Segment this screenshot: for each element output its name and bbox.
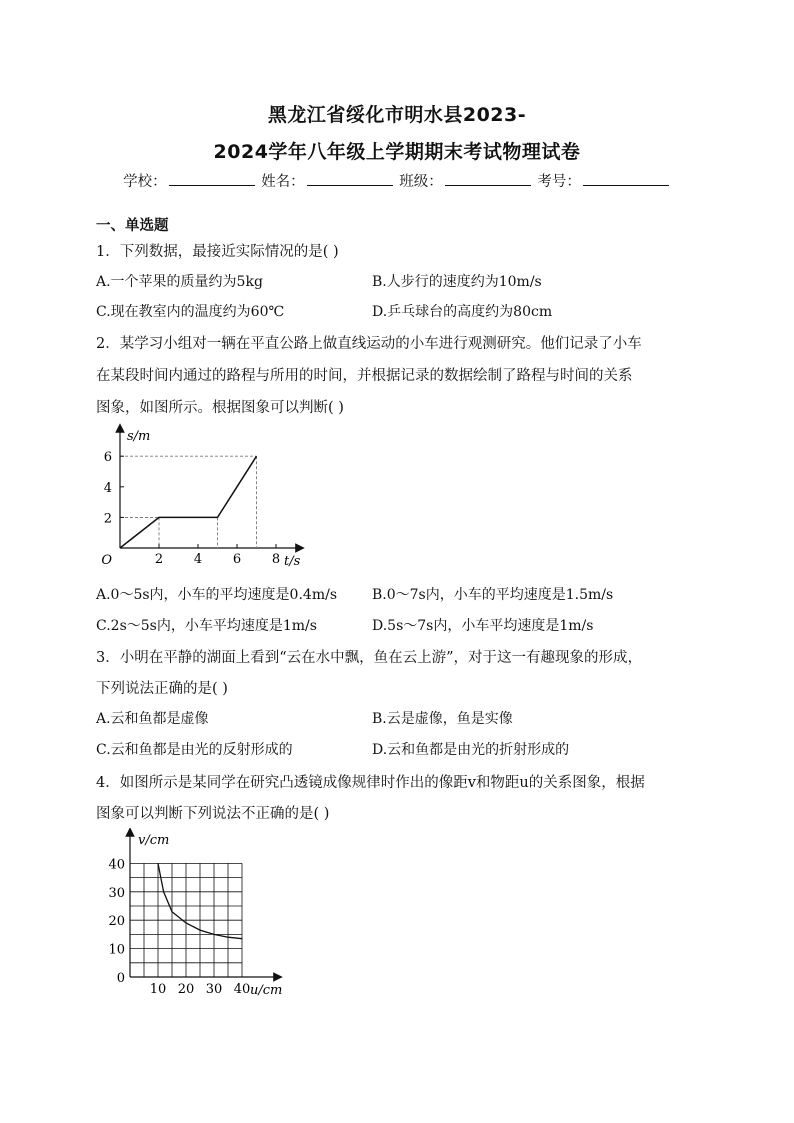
q2-option-c[interactable]: C.2s～5s内，小车平均速度是1m/s [96,618,317,634]
y-tick-label: 40 [108,857,125,873]
y-axis-label: s/m [127,429,151,444]
y-tick-label: 20 [108,914,125,930]
y-tick-label: 4 [103,480,112,496]
x-tick-label: 20 [177,982,195,997]
q2-option-b[interactable]: B.0～7s内，小车的平均速度是1.5m/s [372,587,614,603]
question-2-stem-line2: 在某段时间内通过的路程与所用的时间，并根据记录的数据绘制了路程与时间的关系 [96,368,633,384]
origin-label: O [101,553,112,568]
question-3-stem-line2: 下列说法正确的是( ) [96,681,228,697]
y-tick-label: 0 [116,971,125,986]
q2-option-d[interactable]: D.5s～7s内，小车平均速度是1m/s [372,618,594,634]
student-info-row [0,170,794,191]
class-blank[interactable] [445,171,531,186]
question-2-stem-line3: 图象，如图所示。根据图象可以判断( ) [96,400,344,416]
x-tick-label: 10 [149,982,167,997]
data-line [120,456,257,548]
school-label: 学校： [123,174,167,190]
question-1-stem: 1．下列数据，最接近实际情况的是( ) [96,244,339,260]
q1-option-b[interactable]: B.人步行的速度约为10m/s [372,274,542,290]
q3-option-c[interactable]: C.云和鱼都是由光的反射形成的 [96,742,293,758]
q1-option-d[interactable]: D.乒乓球台的高度约为80cm [372,304,553,320]
y-tick-label: 10 [108,942,125,958]
question-4-stem-line1: 4．如图所示是某同学在研究凸透镜成像规律时作出的像距v和物距u的关系图象，根据 [96,775,645,791]
exam-number-blank[interactable] [583,171,669,186]
distance-time-graph [100,422,320,572]
section-title: 一、单选题 [96,218,169,234]
exam-title-line1: 黑龙江省绥化市明水县2023- [267,104,527,126]
y-tick-label: 2 [103,511,112,527]
x-tick-label: 6 [232,552,242,567]
q2-option-a[interactable]: A.0～5s内，小车的平均速度是0.4m/s [96,587,338,603]
exam-number-label: 考号： [537,174,581,190]
x-tick-label: 40 [233,982,251,997]
q3-option-d[interactable]: D.云和鱼都是由光的折射形成的 [372,742,570,758]
question-4-stem-line2: 图象可以判断下列说法不正确的是( ) [96,806,330,822]
x-tick-label: 30 [205,982,223,997]
x-tick-label: 4 [193,552,203,567]
question-3-stem-line1: 3．小明在平静的湖面上看到“云在水中飘，鱼在云上游”，对于这一有趣现象的形成， [96,650,643,666]
exam-title-line2: 2024学年八年级上学期期末考试物理试卷 [213,141,581,163]
y-tick-label: 30 [108,885,125,901]
name-label: 姓名： [261,174,305,190]
x-tick-label: 8 [271,552,281,567]
q3-option-a[interactable]: A.云和鱼都是虚像 [96,711,209,727]
y-axis-label: v/cm [138,833,170,848]
class-label: 班级： [399,174,443,190]
name-blank[interactable] [307,171,393,186]
x-axis-label: u/cm [250,983,283,998]
question-2-stem-line1: 2．某学习小组对一辆在平直公路上做直线运动的小车进行观测研究。他们记录了小车 [96,336,642,352]
q1-option-c[interactable]: C.现在教室内的温度约为60℃ [96,304,285,320]
q1-option-a[interactable]: A.一个苹果的质量约为5kg [96,274,263,290]
image-distance-object-distance-graph [100,828,300,998]
y-tick-label: 6 [103,450,112,466]
x-axis-label: t/s [284,554,301,569]
school-blank[interactable] [169,171,255,186]
x-tick-label: 2 [154,552,164,567]
q3-option-b[interactable]: B.云是虚像，鱼是实像 [372,711,513,727]
